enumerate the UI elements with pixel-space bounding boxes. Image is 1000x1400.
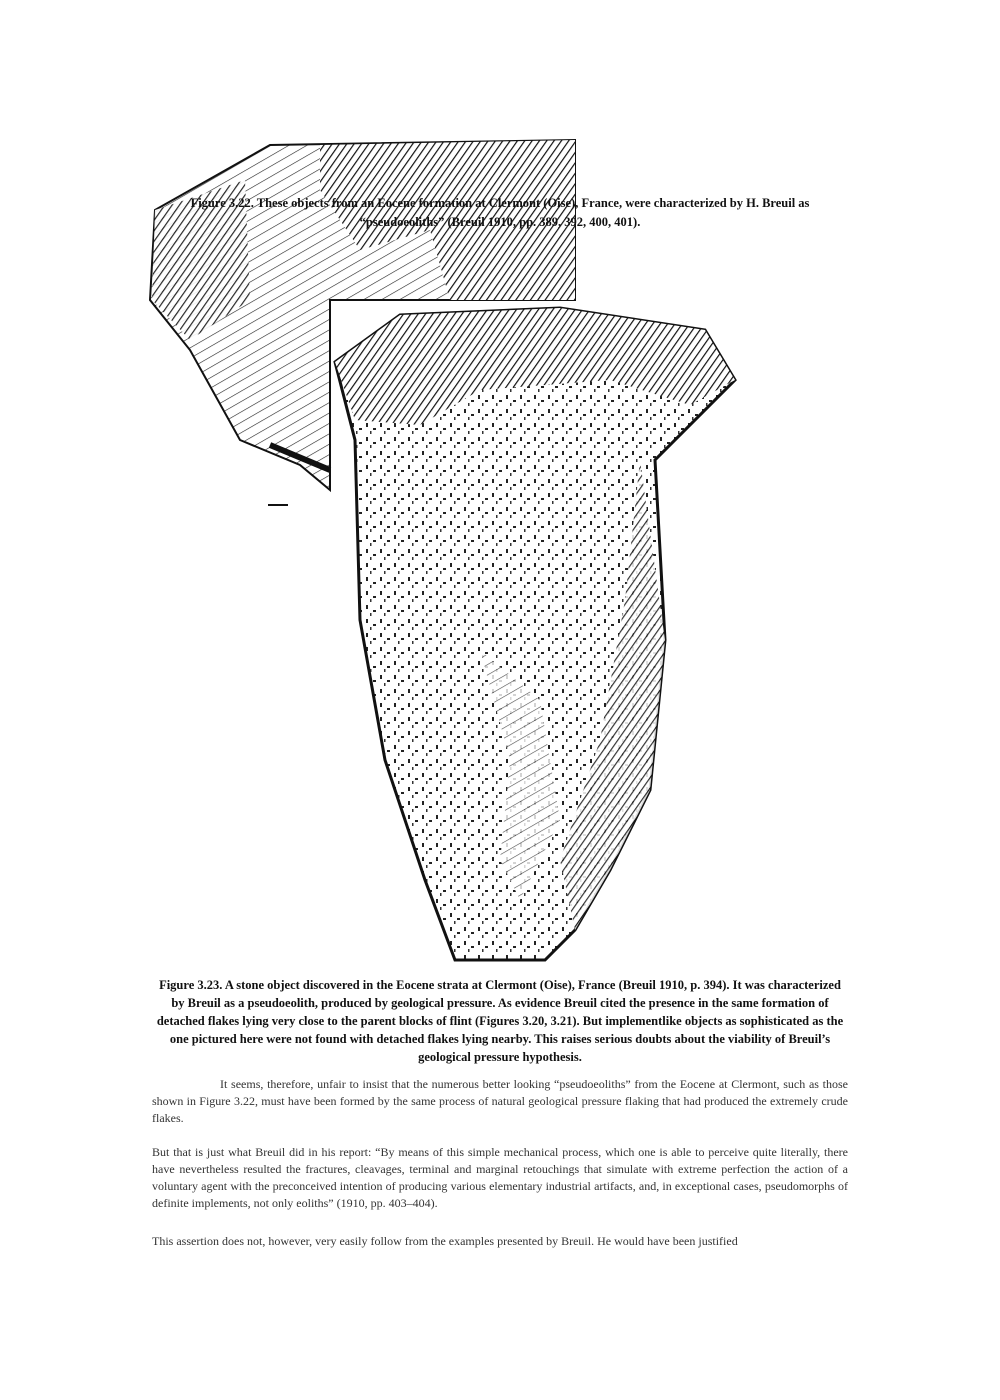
figure-3-23-stone-drawing [335, 308, 735, 960]
figure-3-23-caption: Figure 3.23. A stone object discovered in the Eocene strata at Clermont (Oise), France (Breuil 1910, p. 394). It was characterized by Breuil as a pseudoeolith, produced by geological pressure. As evidence Breuil cited the presence in the same formation of detached flakes lying very close to the parent blocks of flint (Figures 3.20, 3.21). But implementlike objects as sophisticated as the one pictured here were not found with detached flakes lying nearby. This raises serious doubts about the viability of Breuil’s geological pressure hypothesis. [156, 978, 844, 1064]
body-paragraph: It seems, therefore, unfair to insist that the numerous better looking “pseudoeoliths” from the Eocene at Clermont, such as those shown in Figure 3.22, must have been formed by the same process of natural geological pressure flaking that had produced the extremely crude flakes. [152, 1077, 848, 1125]
body-paragraph: This assertion does not, however, very easily follow from the examples presented by Breuil. He would have been justified [152, 1234, 738, 1248]
body-paragraph: But that is just what Breuil did in his report: “By means of this simple mechanical process, which one is able to perceive quite literally, there have nevertheless resulted the fractures, cleavages, terminal and marginal retouchings that simulate with extreme perfection the action of a voluntary agent with the preconceived intention of producing various elementary industrial artifacts, and, in exceptional cases, pseudomorphs of definite implements, not only eoliths” (1910, pp. 403–404). [152, 1145, 848, 1210]
figure-3-22-caption: Figure 3.22. These objects from an Eocene formation at Clermont (Oise), France, were characterized by H. Breuil as “pseudoeoliths” (Breuil 1910, pp. 389, 392, 400, 401). [190, 196, 810, 229]
